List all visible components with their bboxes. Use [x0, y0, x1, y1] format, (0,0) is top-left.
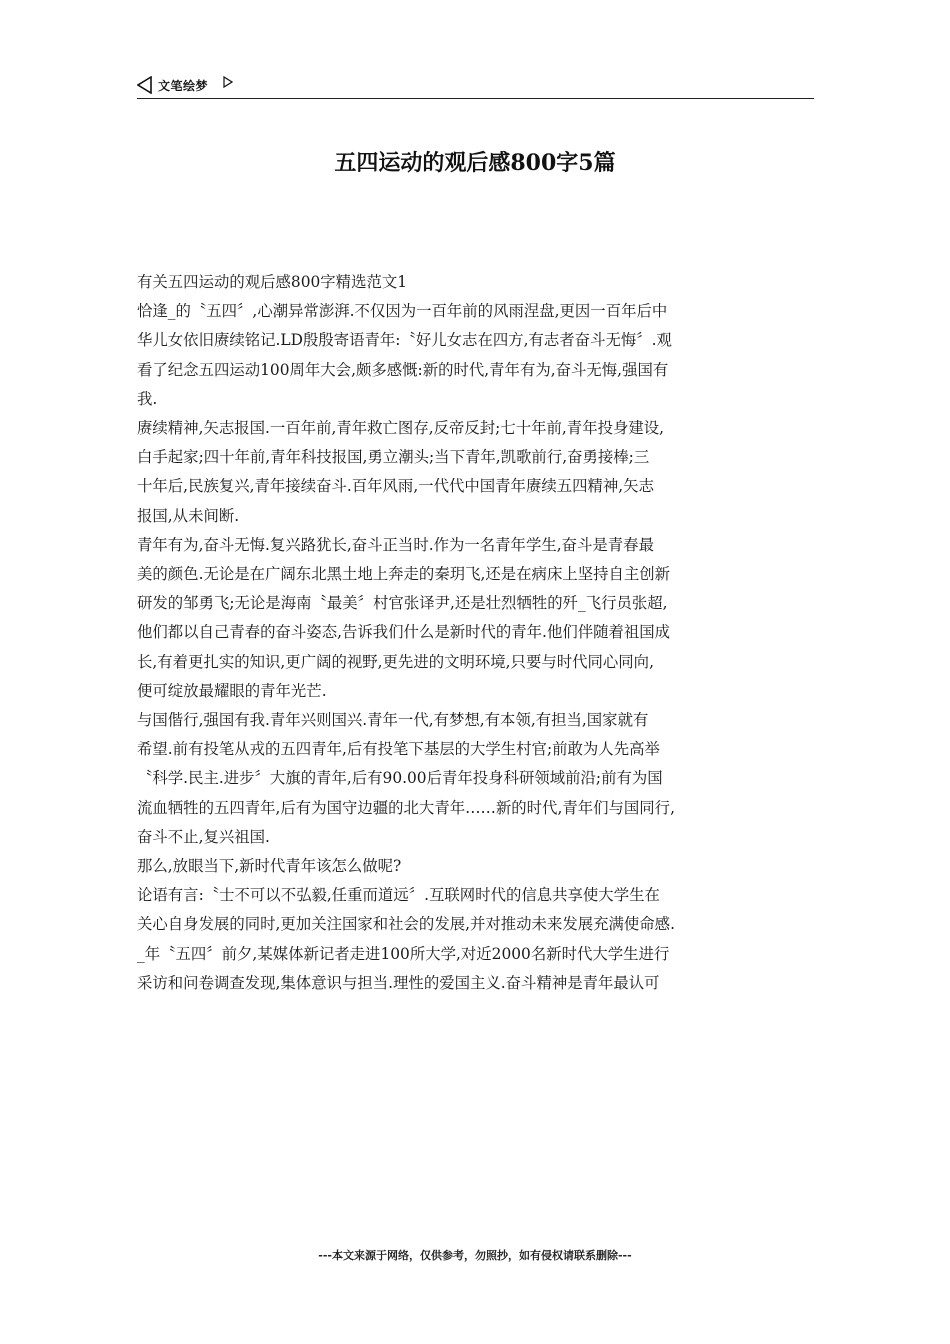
- text-line: 恰逢_的〝五四〞,心潮异常澎湃.不仅因为一百年前的风雨涅盘,更因一百年后中: [137, 302, 668, 321]
- text-line: 白手起家;四十年前,青年科技报国,勇立潮头;当下青年,凯歌前行,奋勇接棒;三: [137, 448, 650, 467]
- text-line: 长,有着更扎实的知识,更广阔的视野,更先进的文明环境,只要与时代同心同向,: [137, 652, 654, 671]
- text-line: _年〝五四〞前夕,某媒体新记者走进100所大学,对近2000名新时代大学生进行: [137, 944, 670, 963]
- text-line: 研发的邹勇飞;无论是海南〝最美〞村官张译尹,还是壮烈牺牲的歼_飞行员张超,: [137, 594, 668, 613]
- triangle-left-icon: [137, 76, 153, 94]
- text-line: 希望.前有投笔从戎的五四青年,后有投笔下基层的大学生村官;前敢为人先高举: [137, 740, 660, 759]
- text-line: 与国偕行,强国有我.青年兴则国兴.青年一代,有梦想,有本领,有担当,国家就有: [137, 711, 649, 730]
- text-line: 华儿女依旧赓续铭记.LD殷殷寄语青年:〝好儿女志在四方,有志者奋斗无悔〞.观: [137, 331, 672, 350]
- document-body: [137, 268, 817, 998]
- text-line: 十年后,民族复兴,青年接续奋斗.百年风雨,一代代中国青年赓续五四精神,矢志: [137, 477, 654, 496]
- text-line: 看了纪念五四运动100周年大会,颇多感慨:新的时代,青年有为,奋斗无悔,强国有: [137, 360, 669, 379]
- text-line: 流血牺牲的五四青年,后有为国守边疆的北大青年……新的时代,青年们与国同行,: [137, 798, 675, 817]
- text-line: 报国,从未间断.: [137, 506, 240, 525]
- text-line: 论语有言:〝士不可以不弘毅,任重而道远〞.互联网时代的信息共享使大学生在: [137, 886, 660, 905]
- document-title: 五四运动的观后感800字5篇: [334, 150, 616, 176]
- text-line: 关心自身发展的同时,更加关注国家和社会的发展,并对推动未来发展充满使命感.: [137, 915, 675, 934]
- text-line: 采访和问卷调查发现,集体意识与担当.理性的爱国主义.奋斗精神是青年最认可: [137, 973, 660, 992]
- text-line: 〝科学.民主.进步〞大旗的青年,后有90.00后青年投身科研领域前沿;前有为国: [137, 769, 663, 788]
- triangle-right-icon: [223, 76, 233, 88]
- text-line: 美的颜色.无论是在广阔东北黑土地上奔走的秦玥飞,还是在病床上坚持自主创新: [137, 565, 671, 584]
- text-line: 赓续精神,矢志报国.一百年前,青年救亡图存,反帝反封;七十年前,青年投身建设,: [137, 419, 665, 438]
- text-line: 我.: [137, 389, 158, 408]
- header-brand: 文笔绘梦: [158, 79, 209, 93]
- text-line: 有关五四运动的观后感800字精选范文1: [137, 273, 408, 291]
- text-line: 那么,放眼当下,新时代青年该怎么做呢?: [137, 857, 402, 876]
- text-line: 奋斗不止,复兴祖国.: [137, 827, 270, 846]
- text-line: 青年有为,奋斗无悔.复兴路犹长,奋斗正当时.作为一名青年学生,奋斗是青春最: [137, 535, 654, 554]
- text-line: 他们都以自己青春的奋斗姿态,告诉我们什么是新时代的青年.他们伴随着祖国成: [137, 623, 671, 642]
- source-disclaimer: ---本文来源于网络，仅供参考，勿照抄，如有侵权请联系删除---: [318, 1249, 632, 1262]
- text-line: 便可绽放最耀眼的青年光芒.: [137, 681, 327, 700]
- page-header: [137, 74, 814, 99]
